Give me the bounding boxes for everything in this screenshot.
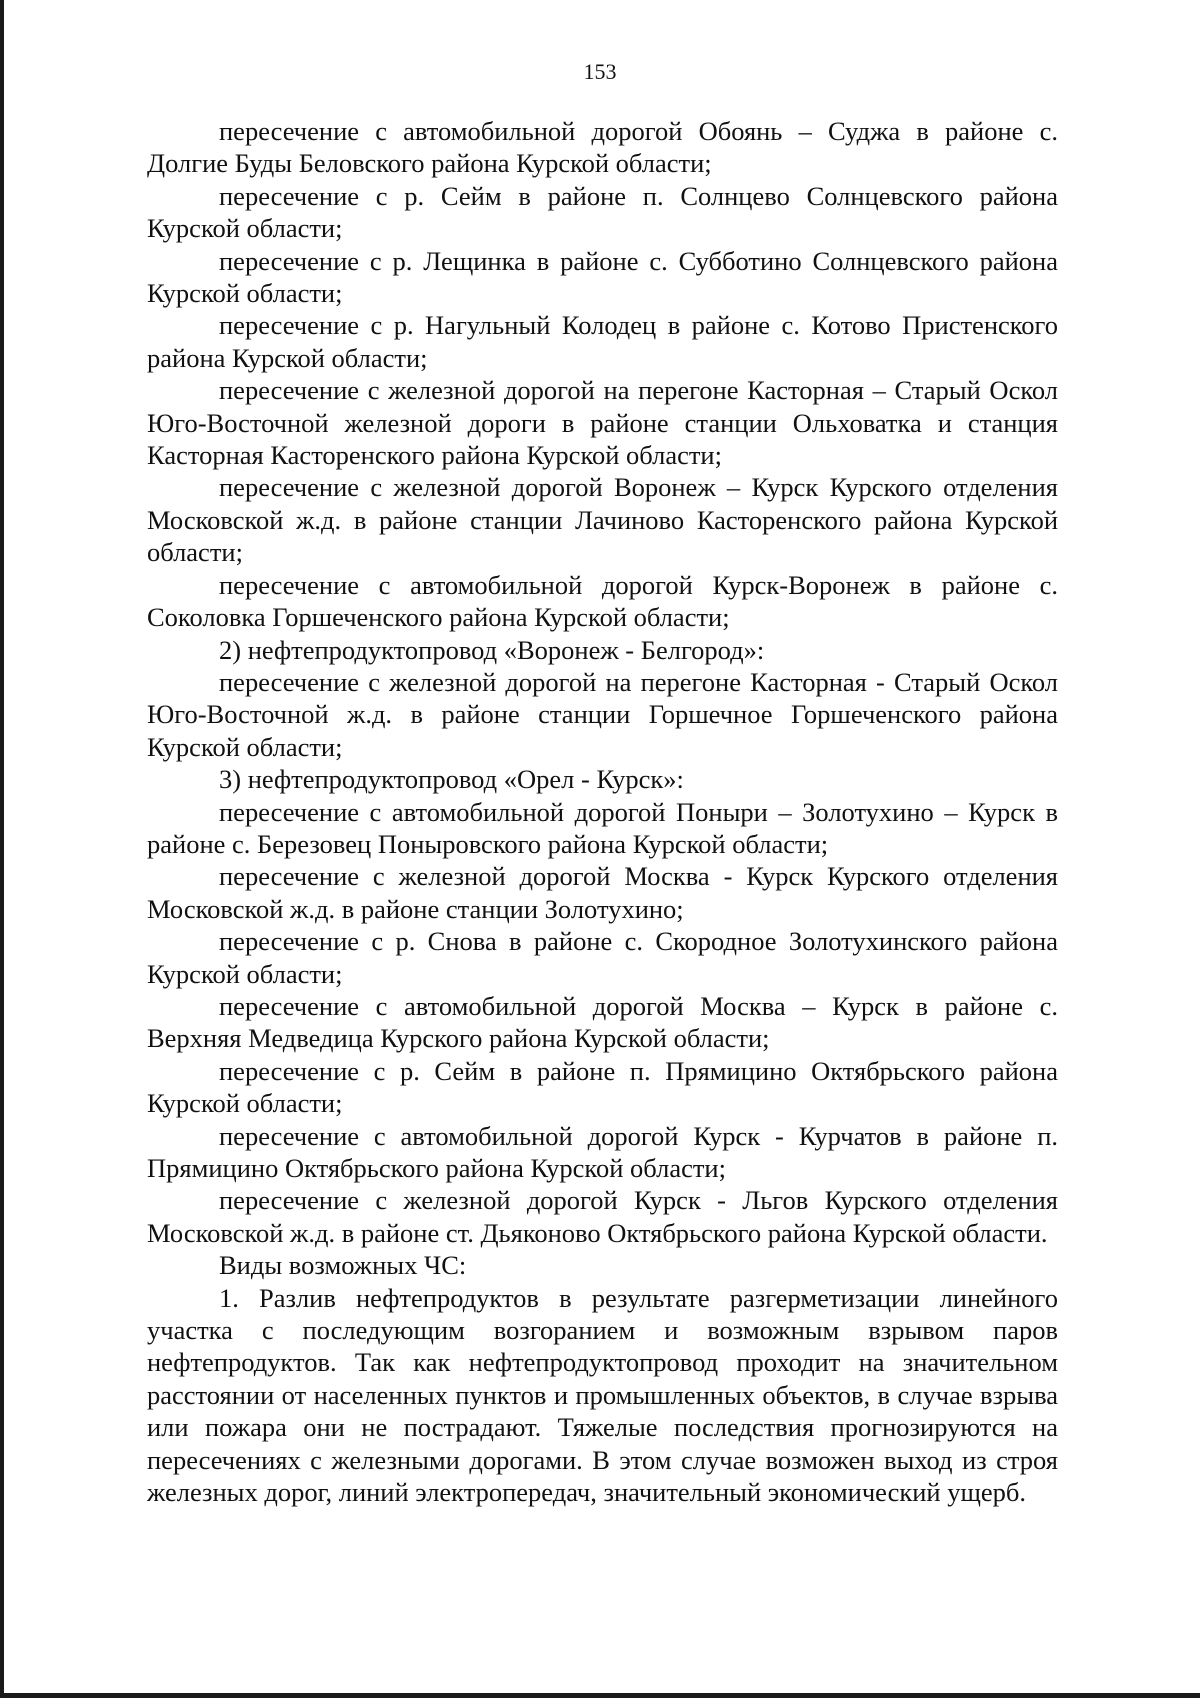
paragraph: пересечение с железной дорогой на перегоне Касторная - Старый Оскол Юго-Восточной ж.д. в районе станции Горшечное Горшеченского района Курской области; xyxy=(147,666,1058,762)
paragraph: пересечение с железной дорогой Курск - Льгов Курского отделения Московской ж.д. в районе ст. Дьяконово Октябрьского района Курской области. xyxy=(147,1185,1058,1248)
section-heading: 3) нефтепродуктопровод «Орел - Курск»: xyxy=(219,764,684,795)
paragraph: пересечение с автомобильной дорогой Поныри – Золотухино – Курск в районе с. Березовец Поныровского района Курской области; xyxy=(147,796,1058,859)
paragraph: пересечение с железной дорогой на перегоне Касторная – Старый Оскол Юго-Восточной железной дороги в районе станции Ольховатка и станция Касторная Касторенского района Курской области; xyxy=(147,375,1058,471)
paragraph: 1. Разлив нефтепродуктов в результате разгерметизации линейного участка с последующим возгоранием и возможным взрывом паров нефтепродуктов. Так как нефтепродуктопровод проходит на значительном расстоянии от населенных пунктов и промышленных объектов, в случае взрыва или пожара они не пострадают. Тяжелые последствия прогнозируются на пересечениях с железными дорогами. В этом случае возможен выход из строя железных дорог, линий электропередач, значительный экономический ущерб. xyxy=(147,1282,1058,1508)
paragraph: пересечение с железной дорогой Москва - Курск Курского отделения Московской ж.д. в районе станции Золотухино; xyxy=(147,861,1058,924)
section-heading: Виды возможных ЧС: xyxy=(219,1250,467,1281)
paragraph: пересечение с р. Нагульный Колодец в районе с. Котово Пристенского района Курской области; xyxy=(147,310,1058,373)
scan-border-bottom xyxy=(0,1693,1200,1698)
paragraph: пересечение с железной дорогой Воронеж – Курск Курского отделения Московской ж.д. в районе станции Лачиново Касторенского района Курской области; xyxy=(147,472,1058,568)
paragraph: пересечение с автомобильной дорогой Курск-Воронеж в районе с. Соколовка Горшеченского района Курской области; xyxy=(147,569,1058,633)
paragraph: пересечение с автомобильной дорогой Москва – Курск в районе с. Верхняя Медведица Курского района Курской области; xyxy=(147,990,1058,1054)
scan-border-left xyxy=(0,0,4,1698)
paragraph: пересечение с р. Снова в районе с. Скородное Золотухинского района Курской области; xyxy=(147,926,1058,989)
page-number: 153 xyxy=(583,59,617,84)
paragraph: пересечение с автомобильной дорогой Обоянь – Суджа в районе с. Долгие Буды Беловского района Курской области; xyxy=(147,116,1058,179)
document-body xyxy=(147,115,1058,1508)
paragraph: пересечение с р. Сейм в районе п. Солнцево Солнцевского района Курской области; xyxy=(147,180,1058,244)
paragraph: пересечение с р. Лещинка в районе с. Субботино Солнцевского района Курской области; xyxy=(147,245,1058,309)
paragraph: пересечение с р. Сейм в районе п. Прямицино Октябрьского района Курской области; xyxy=(147,1055,1058,1119)
section-heading: 2) нефтепродуктопровод «Воронеж - Белгород»: xyxy=(219,634,765,665)
paragraph: пересечение с автомобильной дорогой Курск - Курчатов в районе п. Прямицино Октябрьского района Курской области; xyxy=(147,1120,1058,1183)
